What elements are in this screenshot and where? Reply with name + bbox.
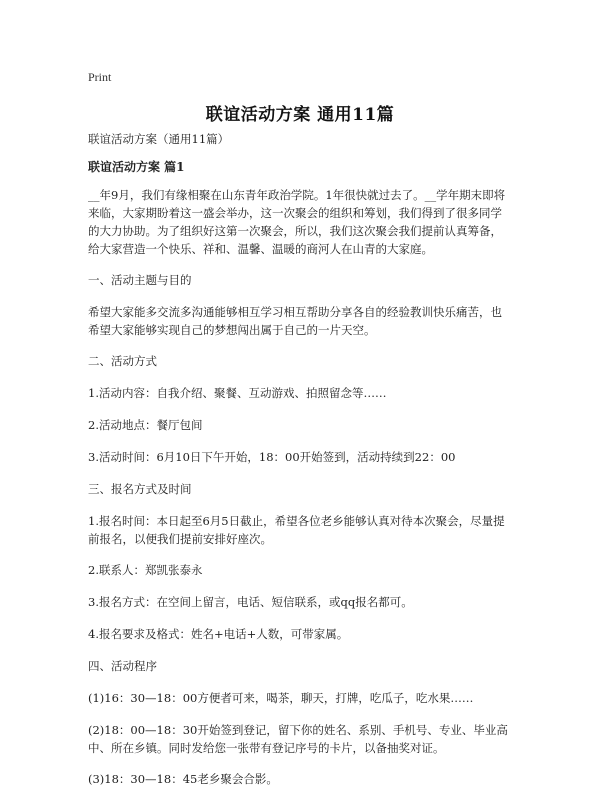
signup-line: 1.报名时间：本日起至6月5日截止，希望各位老乡能够认真对待本次聚会，尽量提 (88, 514, 505, 528)
intro-paragraph (88, 186, 528, 258)
program-step: (3)18：30—18：45老乡聚会合影。 (88, 772, 278, 786)
program-step-line: 中、所在乡镇。同时发给您一张带有登记序号的卡片，以备抽奖对证。 (88, 741, 445, 755)
program-step: (1)16：30—18：00方便者可来，喝茶，聊天，打牌，吃瓜子，吃水果…… (88, 691, 474, 705)
intro-line: 给大家营造一个快乐、祥和、温馨、温暖的商河人在山青的大家庭。 (88, 242, 433, 256)
program-step-line: (2)18：00—18：30开始签到登记，留下你的姓名、系别、手机号、专业、毕业高 (88, 723, 508, 737)
purpose-paragraph (88, 303, 528, 339)
activity-content: 1.活动内容：自我介绍、聚餐、互动游戏、拍照留念等…… (88, 386, 387, 400)
heading-theme: 一、活动主题与目的 (88, 273, 192, 287)
heading-program: 四、活动程序 (88, 659, 157, 673)
intro-line: __年9月，我们有缘相聚在山东青年政治学院。1年很快就过去了。__学年期末即将 (88, 188, 506, 202)
section-title: 联谊活动方案 篇1 (88, 160, 185, 174)
program-step (88, 721, 528, 757)
intro-line: 来临，大家期盼着这一盛会举办，这一次聚会的组织和筹划，我们得到了很多同学 (88, 206, 502, 220)
intro-line: 的大力协助。为了组织好这第一次聚会，所以，我们这次聚会我们提前认真筹备， (88, 224, 502, 238)
activity-location: 2.活动地点：餐厅包间 (88, 418, 203, 432)
purpose-line: 希望大家能够实现自己的梦想闯出属于自己的一片天空。 (88, 323, 376, 337)
page-title: 联谊活动方案 通用11篇 (205, 105, 395, 125)
heading-method: 二、活动方式 (88, 354, 157, 368)
activity-time: 3.活动时间：6月10日下午开始，18：00开始签到，活动持续到22：00 (88, 450, 456, 464)
heading-signup: 三、报名方式及时间 (88, 482, 192, 496)
purpose-line: 希望大家能多交流多沟通能够相互学习相互帮助分享各自的经验教训快乐痛苦，也 (88, 305, 502, 319)
contact-person: 2.联系人：郑凯张泰永 (88, 563, 203, 577)
document-body (88, 130, 528, 789)
document-subtitle: 联谊活动方案（通用11篇） (88, 132, 230, 146)
signup-paragraph (88, 512, 528, 548)
signup-method: 3.报名方式：在空间上留言，电话、短信联系，或qq报名都可。 (88, 595, 413, 609)
signup-format: 4.报名要求及格式：姓名+电话+人数，可带家属。 (88, 627, 349, 641)
signup-line: 前报名，以便我们提前安排好座次。 (88, 532, 272, 546)
print-link[interactable]: Print (88, 70, 112, 84)
